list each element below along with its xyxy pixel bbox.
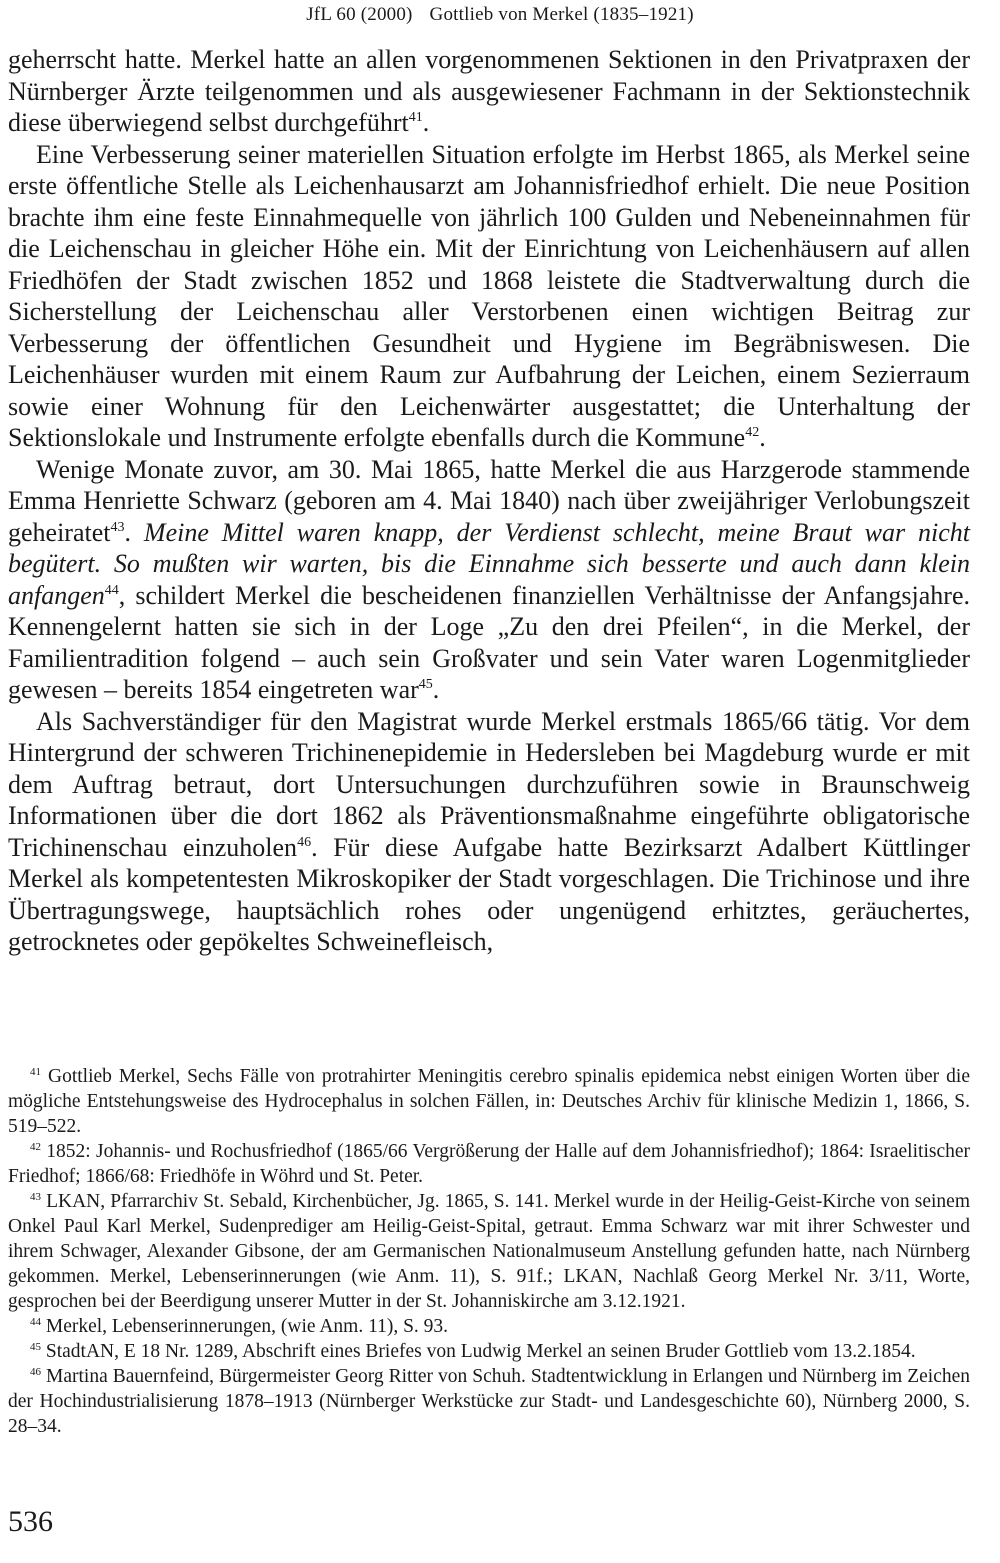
footnote-ref[interactable]: 45	[418, 677, 433, 692]
paragraph-text: Eine Verbesserung seiner materiellen Situation erfolgte im Herbst 1865, als Merkel seine erste öffentliche Stelle als Leichenhausarzt am Johannisfriedhof erhielt. Die neue Position brachte ihm eine feste Einnahmequelle von jährlich 100 Gulden und Nebeneinnahmen für die Leichenschau in gleicher Höhe ein. Mit der Einrichtung von Leichenhäusern auf allen Friedhöfen der Stadt zwischen 1852 und 1868 leistete die Stadtverwaltung durch die Sicherstellung der Leichenschau aller Verstorbenen einen wichtigen Beitrag zur Verbesserung der öffentlichen Gesundheit und Hygiene im Begräbniswesen. Die Leichenhäuser wurden mit einem Raum zur Aufbahrung der Leichen, einem Sezierraum sowie einer Wohnung für den Leichenwärter ausgestattet; die Unterhaltung der Sektionslokale und Instrumente erfolgte ebenfalls durch die Kommune	[8, 139, 970, 452]
paragraph-end: .	[422, 108, 430, 137]
paragraph-text: Als Sachverständiger für den Magistrat wurde Merkel erstmals 1865/66 tätig. Vor dem Hintergrund der schweren Trichinenepidemie in Hedersleben bei Magdeburg wurde er mit dem Auftrag betraut, dort Untersuchungen durchzuführen sowie in Braunschweig Informationen über die dort 1862 als Präventionsmaßnahme eingeführte obligatorische Trichinenschau einzuholen	[8, 706, 970, 862]
paragraph-1	[8, 44, 970, 139]
footnote-ref[interactable]: 44	[104, 582, 119, 598]
paragraph-text: Wenige Monate zuvor, am 30. Mai 1865, hatte Merkel die aus Harzgerode stammende Emma Henriette Schwarz (geboren am 4. Mai 1840) nach über zweijähriger Verlobungszeit geheiratet	[8, 454, 970, 547]
main-text	[8, 44, 970, 958]
footnote-number: 45	[30, 1341, 41, 1353]
footnote-text: Martina Bauernfeind, Bürgermeister Georg Ritter von Schuh. Stadtentwicklung in Erlangen und Nürnberg im Zeichen der Hochindustrialisierung 1878–1913 (Nürnberger Werkstücke zur Stadt- und Landesgeschichte 60), Nürnberg 2000, S. 28–34.	[8, 1366, 970, 1437]
footnote-ref[interactable]: 46	[297, 834, 312, 850]
quotation: Meine Mittel waren knapp, der Verdienst schlecht, meine Braut war nicht begütert. So mußten wir warten, bis die Einnahme sich besserte und auch dann klein anfangen	[8, 517, 970, 610]
footnote-43	[8, 1189, 970, 1314]
footnote-41	[8, 1064, 970, 1139]
footnotes	[8, 1064, 970, 1439]
journal-reference: JfL 60 (2000)	[306, 4, 413, 25]
paragraph-3	[8, 454, 970, 706]
running-header	[0, 4, 1000, 26]
paragraph-2	[8, 139, 970, 454]
paragraph-end: .	[759, 423, 766, 452]
footnote-text: 1852: Johannis- und Rochusfriedhof (1865/66 Vergrößerung der Halle auf dem Johannisfriedhof); 1864: Israelitischer Friedhof; 1866/68: Friedhöfe in Wöhrd und St. Peter.	[8, 1141, 970, 1187]
paragraph-text: , schildert Merkel die bescheidenen finanziellen Verhältnisse der Anfangsjahre. Kennengelernt hatten sie sich in der Loge „Zu den drei Pfeilen“, in die Merkel, der Familientradition folgend – auch sein Großvater und sein Vater waren Logenmitglieder gewesen – bereits 1854 eingetreten war	[8, 580, 970, 704]
paragraph-end: .	[432, 675, 440, 704]
footnote-number: 43	[30, 1191, 41, 1203]
footnote-ref[interactable]: 42	[745, 425, 760, 440]
footnote-text: StadtAN, E 18 Nr. 1289, Abschrift eines Briefes von Ludwig Merkel an seinen Bruder Gottlieb vom 13.2.1854.	[45, 1341, 916, 1362]
footnote-number: 41	[30, 1066, 41, 1078]
footnote-46	[8, 1364, 970, 1439]
footnote-text: Gottlieb Merkel, Sechs Fälle von protrahirter Meningitis cerebro spinalis epidemica nebst einigen Worten über die mögliche Entstehungsweise des Hydrocephalus in solchen Fällen, in: Deutsches Archiv für klinische Medizin 1, 1866, S. 519–522.	[8, 1066, 970, 1137]
footnote-text: LKAN, Pfarrarchiv St. Sebald, Kirchenbücher, Jg. 1865, S. 141. Merkel wurde in der Heilig-Geist-Kirche von seinem Onkel Paul Karl Merkel, Sudenprediger am Heilig-Geist-Spital, getraut. Emma Schwarz war mit ihrer Schwester und ihrem Schwager, Alexander Gibsone, der am Germanischen Nationalmuseum Anstellung gefunden hatte, nach Nürnberg gekommen. Merkel, Lebenserinnerungen (wie Anm. 11), S. 91f.; LKAN, Nachlaß Georg Merkel Nr. 3/11, Worte, gesprochen bei der Beerdigung unserer Mutter in der St. Johanniskirche am 3.12.1921.	[8, 1191, 970, 1312]
footnote-number: 42	[30, 1141, 41, 1153]
footnote-44	[8, 1314, 970, 1339]
footnote-number: 46	[30, 1366, 41, 1378]
paragraph-4	[8, 706, 970, 958]
page-number: 536	[8, 1505, 53, 1538]
article-title: Gottlieb von Merkel (1835–1921)	[429, 4, 694, 25]
paragraph-text: geherrscht hatte. Merkel hatte an allen vorgenommenen Sektionen in den Privatpraxen der Nürnberger Ärzte teilgenommen und als ausgewiesener Fachmann in der Sektionstechnik diese überwiegend selbst durchgeführt	[8, 45, 970, 137]
footnote-number: 44	[30, 1316, 41, 1328]
footnote-45	[8, 1339, 970, 1364]
footnote-42	[8, 1139, 970, 1189]
footnote-ref[interactable]: 41	[408, 110, 423, 125]
footnote-ref[interactable]: 43	[110, 519, 125, 535]
paragraph-text: .	[124, 517, 144, 547]
footnote-text: Merkel, Lebenserinnerungen, (wie Anm. 11), S. 93.	[45, 1316, 449, 1337]
paragraph-text: . Für diese Aufgabe hatte Bezirksarzt Adalbert Küttlinger Merkel als kompetentesten Mikroskopiker der Stadt vorgeschlagen. Die Trichinose und ihre Übertragungswege, hauptsächlich rohes oder ungenügend erhitztes, geräuchertes, getrocknetes oder gepökeltes Schweinefleisch,	[8, 832, 970, 956]
